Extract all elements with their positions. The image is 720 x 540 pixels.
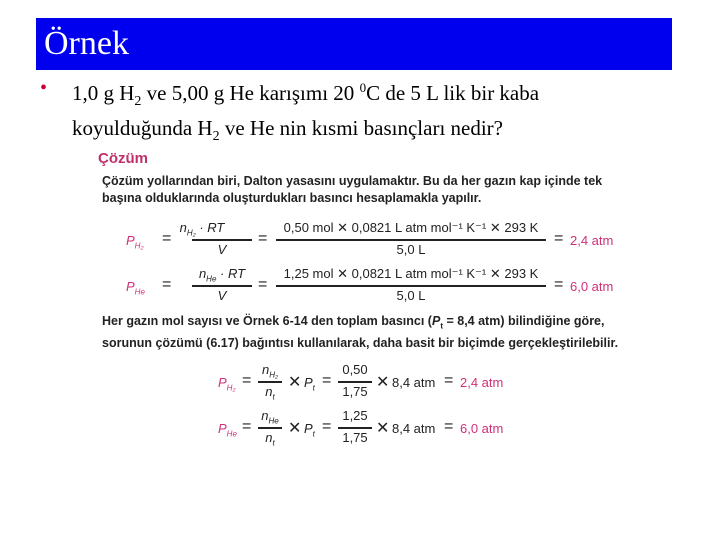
equation-h2-mole-fraction: $P_{H_2}$ = $n_{H_2}$ $n_t$ ✕ $P_t$ = 0,50 1,75 ✕ 8,4 atm = 2,4 atm: [218, 362, 504, 402]
solution-heading: Çözüm: [98, 150, 148, 167]
question-text: 1,0 g $H_2$ ve 5,00 g He karışımı 20 $^0$C de 5 L lik bir kaba koyulduğunda $H_2$ ve He nin kısmi basınçları nedir?: [72, 80, 540, 145]
equation-he-mole-fraction: $P_{He}$ = $n_{He}$ $n_t$ ✕ $P_t$ = 1,25 1,75 ✕ 8,4 atm = 6,0 atm: [218, 408, 504, 448]
equation-h2-dalton: $P_{H_2}$ = $n_{H_2}$ · RT V = 0,50 mol ✕ 0,0821 L atm mol⁻¹ K⁻¹ ✕ 293 K 5,0 L = 2,4 atm: [126, 220, 614, 257]
slide-title: Örnek: [36, 18, 672, 70]
solution-paragraph-1: Çözüm yollarından biri, Dalton yasasını uygulamaktır. Bu da her gazın kap içinde tek başına olduklarında oluşturdukları basıncı hesaplamakla yapılır.: [102, 174, 603, 205]
equation-he-dalton: $P_{He}$ = $n_{He}$ · RT V = 1,25 mol ✕ 0,0821 L atm mol⁻¹ K⁻¹ ✕ 293 K 5,0 L = 6,0 atm: [126, 266, 614, 303]
bullet-item: [40, 74, 670, 150]
bullet-dot-icon: •: [40, 77, 48, 99]
solution-paragraph-2: Her gazın mol sayısı ve Örnek 6-14 den toplam basıncı ($P_t = 8,4$ atm) bilindiğine göre, sorunun çözümü (6.17) bağıntısı kullanılarak, daha basit bir biçimde gerçekleştirilebilir.: [102, 314, 619, 350]
